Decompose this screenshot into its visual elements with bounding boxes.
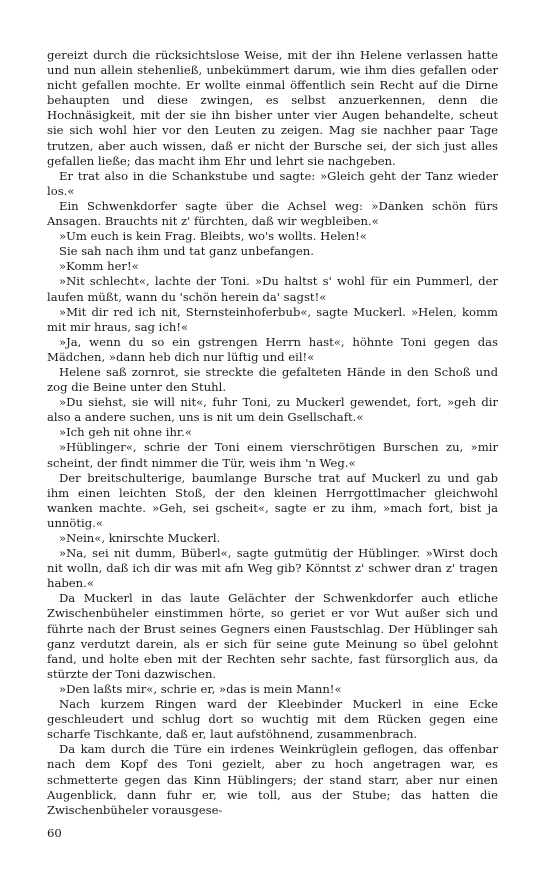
paragraph: Ein Schwenkdorfer sagte über die Achsel weg: »Danken schön fürs Ansagen. Brauchts nit z' fürchten, daß wir wegbleiben.« — [47, 198, 498, 229]
paragraph: Er trat also in die Schankstube und sagte: »Gleich geht der Tanz wieder los.« — [47, 168, 498, 198]
paragraph: »Ja, wenn du so ein gstrengen Herrn hast«, höhnte Toni gegen das Mädchen, »dann heb dich nur lüftig und eil!« — [47, 334, 498, 364]
paragraph: »Um euch is kein Frag. Bleibts, wo's wollts. Helen!« — [59, 229, 367, 244]
page-number: 60 — [47, 826, 62, 840]
paragraph: Da Muckerl in das laute Gelächter der Schwenkdorfer auch etliche Zwischenbüheler einstimmen hörte, so geriet er vor Wut außer sich und führte nach der Brust seines Gegners einen Faustschlag. Der Hüblinger sah ganz verdutzt darein, als er sich für seine gute Meinung so übel gelohnt fand, und holte eben mit der Rechten sehr sachte, fast fürsorglich aus, da stürzte der Toni dazwischen. — [47, 591, 498, 681]
paragraph: Da kam durch die Türe ein irdenes Weinkrüglein geflogen, das offenbar nach dem Kopf des Toni gezielt, aber zu hoch angetragen war, es schmetterte gegen das Kinn Hüblingers; der stand starr, aber nur einen Augenblick, dann fuhr er, wie toll, aus der Stube; das hatten die Zwischenbüheler vorausgese- — [47, 742, 498, 817]
paragraph: »Nein«, knirschte Muckerl. — [59, 531, 221, 545]
paragraph: »Ich geh nit ohne ihr.« — [59, 425, 192, 440]
body-text — [47, 48, 498, 818]
paragraph: »Komm her!« — [59, 259, 139, 274]
paragraph: »Hüblinger«, schrie der Toni einem vierschrötigen Burschen zu, »mir scheint, der findt nimmer die Tür, weis ihm 'n Weg.« — [47, 440, 498, 470]
paragraph: »Nit schlecht«, lachte der Toni. »Du haltst s' wohl für ein Pummerl, der laufen müßt, wann du 'schön herein da' sagst!« — [47, 274, 498, 304]
paragraph: Der breitschulterige, baumlange Bursche trat auf Muckerl zu und gab ihm einen leichten Stoß, der den kleinen Herrgottlmacher gleichwohl wanken machte. »Geh, sei gscheit«, sagte er zu ihm, »mach fort, bist ja unnötig.« — [47, 470, 498, 530]
paragraph: »Na, sei nit dumm, Büberl«, sagte gutmütig der Hüblinger. »Wirst doch nit wolln, daß ich dir was mit afn Weg gib? Könntst z' schwer dran z' tragen haben.« — [47, 546, 498, 591]
paragraph: »Den laßts mir«, schrie er, »das is mein Mann!« — [59, 681, 342, 696]
paragraph: Sie sah nach ihm und tat ganz unbefangen. — [59, 244, 314, 259]
paragraph: Helene saß zornrot, sie streckte die gefalteten Hände in den Schoß und zog die Beine unter den Stuhl. — [47, 364, 498, 395]
paragraph: »Mit dir red ich nit, Sternsteinhoferbub«, sagte Muckerl. »Helen, komm mit mir hraus, sag ich!« — [47, 304, 498, 334]
paragraph: gereizt durch die rücksichtslose Weise, mit der ihn Helene verlassen hatte und nun allein stehenließ, unbekümmert darum, wie ihm dies gefallen oder nicht gefallen mochte. Er wollte einmal öffentlich sein Recht auf die Dirne behaupten und diese zwingen, es selbst anzuerkennen, denn die Hochnäsigkeit, mit der sie ihn bisher unter vier Augen behandelte, scheut sie sich wohl hier vor den Leuten zu zeigen. Mag sie nachher paar Tage trutzen, aber auch wissen, daß er nicht der Bursche sei, der sich just alles gefallen ließe; das macht ihm Ehr und lehrt sie nachgeben. — [47, 48, 498, 168]
paragraph: Nach kurzem Ringen ward der Kleebinder Muckerl in eine Ecke geschleudert und schlug dort so wuchtig mit dem Rücken gegen eine scharfe Tischkante, daß er, laut aufstöhnend, zusammenbrach. — [47, 697, 498, 742]
paragraph: »Du siehst, sie will nit«, fuhr Toni, zu Muckerl gewendet, fort, »geh dir also a andere suchen, uns is nit um dein Gsellschaft.« — [47, 395, 498, 425]
